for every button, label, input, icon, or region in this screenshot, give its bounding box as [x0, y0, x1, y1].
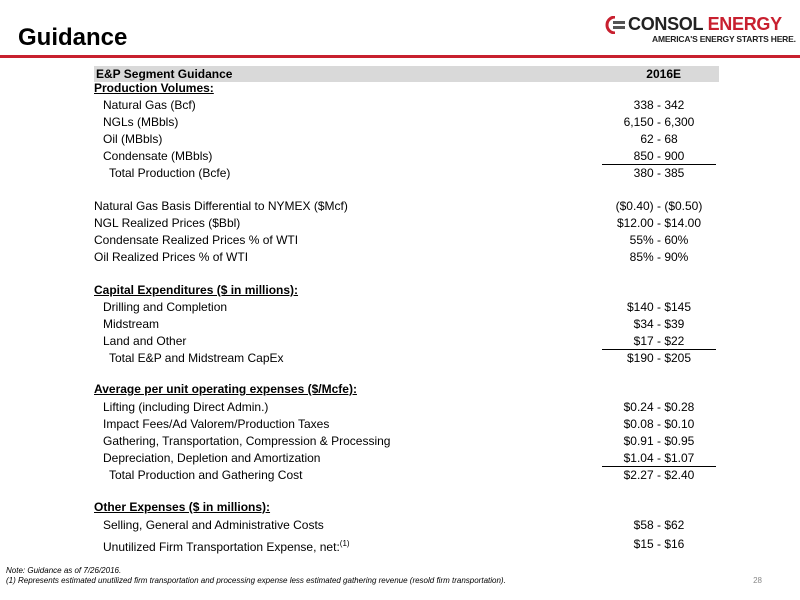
company-logo — [604, 14, 796, 46]
row-label: Gathering, Transportation, Compression & Processing — [103, 434, 391, 448]
table-row — [94, 148, 719, 164]
logo-tagline: AMERICA'S ENERGY STARTS HERE. — [652, 34, 796, 44]
header-divider — [0, 55, 800, 58]
table-row — [94, 299, 719, 315]
table-row — [94, 215, 719, 231]
row-label: NGL Realized Prices ($Bbl) — [94, 216, 241, 230]
row-value: $58 - $62 — [633, 518, 685, 532]
row-value: $190 - $205 — [626, 351, 692, 365]
table-row — [94, 433, 719, 449]
table-row — [94, 450, 719, 466]
footnote-marker: (1) — [339, 539, 350, 548]
row-value: $17 - $22 — [602, 333, 716, 350]
row-label: NGLs (MBbls) — [103, 115, 179, 129]
column-header-year: 2016E — [646, 67, 681, 81]
table-row-total — [94, 165, 719, 181]
row-label: Impact Fees/Ad Valorem/Production Taxes — [103, 417, 330, 431]
row-value: $2.27 - $2.40 — [623, 468, 695, 482]
row-label: Other Expenses ($ in millions): — [94, 500, 271, 514]
table-row-total — [94, 467, 719, 483]
row-value: 380 - 385 — [633, 166, 685, 180]
row-value: $1.04 - $1.07 — [602, 450, 716, 467]
row-label: Oil Realized Prices % of WTI — [94, 250, 249, 264]
row-value: $15 - $16 — [633, 537, 685, 551]
page-number: 28 — [753, 576, 762, 585]
row-label: Selling, General and Administrative Costs — [103, 518, 324, 532]
row-label: Condensate Realized Prices % of WTI — [94, 233, 299, 247]
footnote-note: Note: Guidance as of 7/26/2016. — [6, 566, 122, 575]
row-value: $140 - $145 — [626, 300, 692, 314]
column-header-label: E&P Segment Guidance — [96, 67, 233, 81]
table-row — [94, 198, 719, 214]
consol-logo-icon — [604, 16, 626, 34]
table-row — [94, 517, 719, 533]
section-production-volumes — [94, 80, 719, 96]
row-label: Midstream — [103, 317, 160, 331]
row-value: $34 - $39 — [633, 317, 685, 331]
logo-name-part2: ENERGY — [707, 14, 782, 34]
table-row — [94, 249, 719, 265]
page-title: Guidance — [18, 24, 128, 51]
table-row-total — [94, 350, 719, 366]
row-value: ($0.40) - ($0.50) — [615, 199, 703, 213]
table-row — [94, 416, 719, 432]
row-value: 62 - 68 — [640, 132, 678, 146]
row-label: Depreciation, Depletion and Amortization — [103, 451, 321, 465]
row-label-text: Unutilized Firm Transportation Expense, net: — [103, 540, 340, 554]
row-label: Lifting (including Direct Admin.) — [103, 400, 269, 414]
table-row — [94, 114, 719, 130]
row-label: Capital Expenditures ($ in millions): — [94, 283, 299, 297]
section-operating-expenses — [94, 381, 719, 397]
row-value: $12.00 - $14.00 — [616, 216, 702, 230]
row-value: $0.91 - $0.95 — [623, 434, 695, 448]
logo-name-part1: CONSOL — [628, 14, 703, 34]
row-value: 55% - 60% — [629, 233, 689, 247]
footnotes — [6, 566, 506, 586]
table-row — [94, 316, 719, 332]
row-label: Total Production (Bcfe) — [109, 166, 231, 180]
table-row — [94, 536, 719, 552]
row-label: Total E&P and Midstream CapEx — [109, 351, 284, 365]
section-capital-expenditures — [94, 282, 719, 298]
row-value: $0.08 - $0.10 — [623, 417, 695, 431]
row-label: Total Production and Gathering Cost — [109, 468, 303, 482]
table-row — [94, 399, 719, 415]
table-row — [94, 333, 719, 349]
table-row — [94, 131, 719, 147]
row-label — [103, 536, 350, 555]
row-label: Production Volumes: — [94, 81, 214, 95]
logo-name — [628, 14, 782, 35]
table-row — [94, 97, 719, 113]
row-label: Natural Gas Basis Differential to NYMEX ($Mcf) — [94, 199, 348, 213]
row-label: Condensate (MBbls) — [103, 149, 213, 163]
guidance-table — [94, 66, 719, 554]
row-value: 85% - 90% — [629, 250, 689, 264]
row-value: 338 - 342 — [633, 98, 685, 112]
row-label: Natural Gas (Bcf) — [103, 98, 196, 112]
row-label: Average per unit operating expenses ($/Mcfe): — [94, 382, 357, 396]
row-value: $0.24 - $0.28 — [623, 400, 695, 414]
footnote-1: (1) Represents estimated unutilized firm transportation and processing expense less estimated gathering revenue (resold firm transportation). — [6, 576, 506, 585]
table-row — [94, 232, 719, 248]
section-other-expenses — [94, 499, 719, 515]
row-value: 6,150 - 6,300 — [623, 115, 695, 129]
row-label: Land and Other — [103, 334, 187, 348]
row-value: 850 - 900 — [602, 148, 716, 165]
row-label: Drilling and Completion — [103, 300, 228, 314]
row-label: Oil (MBbls) — [103, 132, 163, 146]
